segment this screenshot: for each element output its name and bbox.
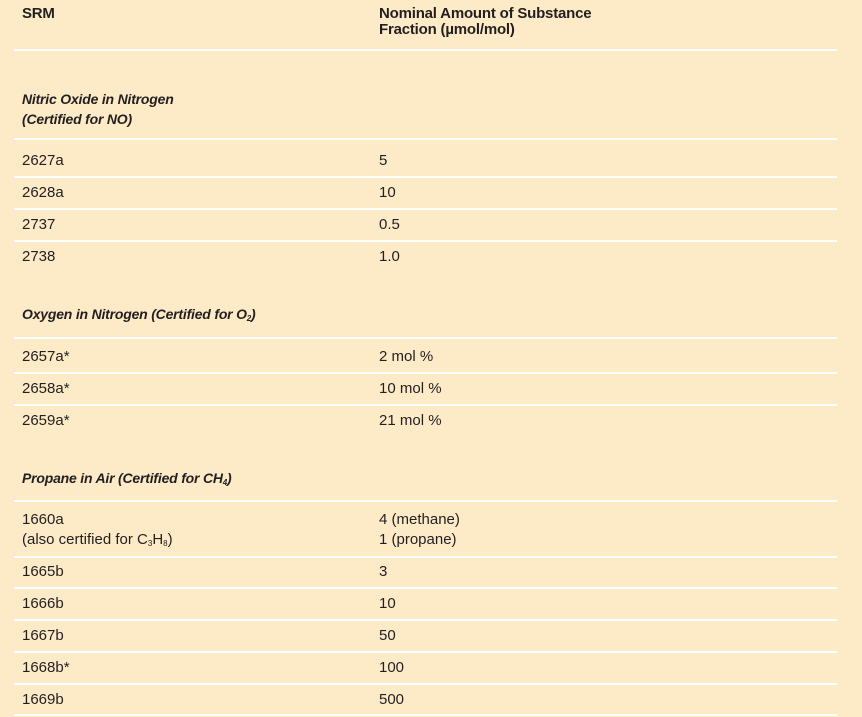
srm-cell: 2627a [22,152,64,169]
subscript: 3 [147,539,153,548]
header-divider [14,49,837,51]
srm-cell: 2738 [22,248,56,265]
srm-cell: 1665b [22,563,64,580]
value-cell: 10 [379,184,396,201]
srm-note-text: (also certified for C [22,531,148,548]
srm-cell-multiline [22,510,173,550]
row-divider [14,176,837,178]
section-title-line1: Nitric Oxide in Nitrogen [22,91,174,107]
value-cell: 3 [379,563,388,580]
section-title-suffix: ) [251,306,256,322]
section-title-oxygen [22,304,256,324]
srm-note [22,530,173,550]
value-cell: 10 mol % [379,380,442,397]
section-title-propane [22,468,231,488]
row-divider [14,138,837,140]
row-divider [14,500,837,502]
value-cell: 5 [379,152,388,169]
srm-cell: 1668b* [22,659,70,676]
value-cell: 0.5 [379,216,400,233]
srm-cell: 1660a [22,511,64,528]
section-title-line2: (Certified for NO) [22,111,132,127]
row-divider [14,587,837,589]
value-cell: 4 (methane) [379,511,460,528]
srm-note-text: H [152,531,164,548]
fraction-header-line2: Fraction (µmol/mol) [379,21,515,38]
section-title-text: Oxygen in Nitrogen (Certified for O [22,306,247,322]
value-cell: 500 [379,691,405,708]
value-cell: 50 [379,627,396,644]
value-cell: 1 (propane) [379,531,457,548]
srm-cell: 2658a* [22,380,70,397]
section-title-suffix: ) [227,470,232,486]
subscript: 8 [163,539,168,548]
value-cell: 100 [379,659,405,676]
row-divider [14,619,837,621]
row-divider [14,651,837,653]
row-divider [14,404,837,406]
value-cell: 1.0 [379,248,400,265]
value-cell: 21 mol % [379,412,442,429]
srm-cell: 1667b [22,627,64,644]
row-divider [14,714,837,716]
section-title-text: Propane in Air (Certified for CH [22,470,223,486]
section-title-nitric-oxide [22,89,174,129]
fraction-column-header [379,6,591,38]
srm-cell: 1669b [22,691,64,708]
value-cell-multiline [379,510,460,550]
fraction-header-line1: Nominal Amount of Substance [379,5,592,22]
srm-cell: 1666b [22,595,64,612]
srm-column-header: SRM [22,5,55,22]
row-divider [14,372,837,374]
srm-cell: 2737 [22,216,56,233]
row-divider [14,240,837,242]
row-divider [14,337,837,339]
row-divider [14,208,837,210]
row-divider [14,683,837,685]
subscript: 2 [246,314,252,323]
srm-cell: 2628a [22,184,64,201]
value-cell: 2 mol % [379,348,434,365]
row-divider [14,556,837,558]
value-cell: 10 [379,595,396,612]
srm-note-text: ) [167,531,173,548]
subscript: 4 [222,478,228,487]
srm-cell: 2657a* [22,348,70,365]
srm-cell: 2659a* [22,412,70,429]
